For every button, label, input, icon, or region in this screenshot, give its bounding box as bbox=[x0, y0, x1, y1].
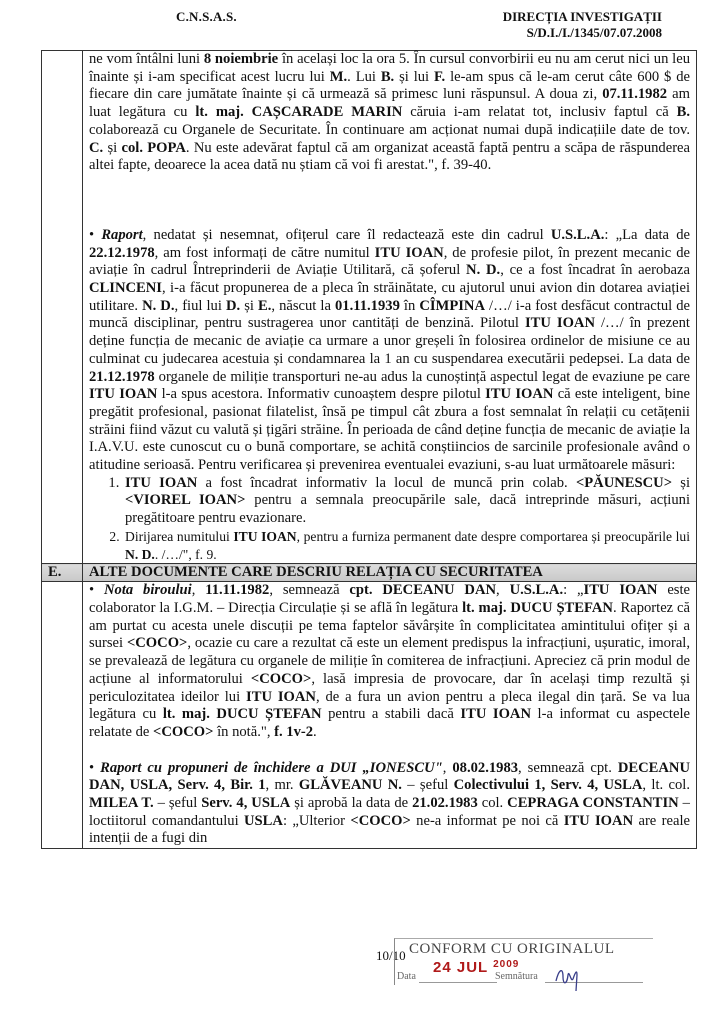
report-paragraph: • Raport, nedatat și nesemnat, ofițerul care îl redactează este din cadrul U.S.L.A.: „La data de 22.12.1978, am fost informați de către numitul ITU IOAN, de profesie pilot, în prezent mecanic de aviație în cadrul Întreprinderii de Aviație Utilitară, că șoferul N. D., ce a fost încadrat în aerobaza CLINCENI, i-a făcut propunerea de a pleca în străinătate, cu ajutorul unui avion din dotarea aviației utilitare. N. D., fiul lui D. și E., născut la 01.11.1939 în CÎMPINA /…/ i-a fost desfăcut contractul de muncă disciplinar, pentru sustragerea unor cantități de benzină. Pilotul ITU IOAN /…/ în prezent deține funcția de mecanic de aviație ca urmare a unor greșeli în folosirea ordinelor de misiune ce au culminat cu judecarea acestuia și condamnarea la 1 an cu suspendarea executării pedepsei. La data de 21.12.1978 organele de miliție transporturi ne-au adus la cunoștință aspectul legat de evaziune pe care ITU IOAN l-a spus acestora. Informativ cunoaștem despre pilotul ITU IOAN că este inteligent, bine pregătit profesional, pasionat filatelist, însă pe timpul cât zbura a fost semnalat în relații cu cetățenii străini fiind văzut cu valută și țigări străine. În perioada de când deține funcția de mecanic de aviație la I.A.V.U. este cunoscut cu o bună comportare, se achită conștiincios de sarcinile profesionale având o atitudine serioasă. Pentru verificarea și prevenirea eventualei evaziuni, s-au luat următoarele măsuri: bbox=[89, 226, 690, 474]
header-institution: C.N.S.A.S. bbox=[176, 9, 237, 24]
row-label-cell bbox=[42, 582, 83, 849]
emphasized-text: Nota biroului bbox=[103, 582, 192, 599]
emphasized-text: N. D. bbox=[466, 262, 501, 279]
emphasized-text: 21.12.1978 bbox=[89, 368, 155, 385]
section-letter: E. bbox=[42, 564, 83, 582]
emphasized-text: U.S.L.A. bbox=[550, 226, 605, 243]
emphasized-text: MILEA T. bbox=[89, 795, 154, 812]
emphasized-text: 01.11.1939 bbox=[335, 297, 400, 314]
row-label-cell bbox=[42, 51, 83, 564]
table-row bbox=[42, 582, 697, 849]
emphasized-text: B. bbox=[380, 68, 395, 85]
emphasized-text: Raport bbox=[101, 226, 143, 243]
closing-report-paragraph: • Raport cu propuneri de închidere a DUI „IONESCU", 08.02.1983, semnează cpt. DECEANU DAN, USLA, Serv. 4, Bir. 1, mr. GLĂVEANU N. – șeful Colectivului 1, Serv. 4, USLA, lt. col. MILEA T. – șeful Serv. 4, USLA și aprobă la data de 21.02.1983 col. CEPRAGA CONSTANTIN – loctiitorul comandantului USLA: „Ulterior <COCO> ne-a informat pe noi că ITU IOAN are reale intenții de a fugi din bbox=[89, 759, 690, 847]
handwritten-signature-icon bbox=[553, 963, 585, 991]
section-header-row bbox=[42, 564, 697, 582]
emphasized-text: ITU IOAN bbox=[125, 474, 198, 491]
stamp-date-year: 2009 bbox=[493, 959, 520, 970]
emphasized-text: ITU IOAN bbox=[89, 386, 158, 403]
emphasized-text: lt. maj. DUCU ȘTEFAN bbox=[462, 599, 613, 616]
emphasized-text: U.S.L.A. bbox=[509, 582, 564, 599]
stamp-date-day-month: 24 JUL bbox=[433, 959, 488, 976]
emphasized-text: GLĂVEANU N. bbox=[298, 777, 402, 794]
emphasized-text: cpt. DECEANU DAN bbox=[349, 582, 497, 599]
emphasized-text: lt. maj. DUCU ȘTEFAN bbox=[162, 706, 322, 723]
table-row bbox=[42, 51, 697, 564]
emphasized-text: CEPRAGA CONSTANTIN bbox=[507, 795, 679, 812]
header-reference-number: S/D.I./I./1345/07.07.2008 bbox=[526, 25, 662, 40]
emphasized-text: 07.11.1982 bbox=[602, 86, 668, 103]
emphasized-text: C. bbox=[89, 139, 104, 156]
emphasized-text: 22.12.1978 bbox=[89, 244, 155, 261]
emphasized-text: F. bbox=[433, 68, 446, 85]
stamp-date-line bbox=[419, 982, 497, 983]
section-title: ALTE DOCUMENTE CARE DESCRIU RELAȚIA CU SECURITATEA bbox=[83, 564, 697, 582]
emphasized-text: ITU IOAN bbox=[374, 244, 444, 261]
measures-list bbox=[89, 475, 690, 564]
measure-item: 2. Dirijarea numitului ITU IOAN, pentru a furniza permanent date despre comportarea și preocupările lui N. D.. /…/", f. 9. bbox=[123, 528, 690, 563]
emphasized-text: ITU IOAN bbox=[563, 812, 634, 829]
emphasized-text: USLA bbox=[244, 812, 283, 829]
page-number: 10/10 bbox=[376, 948, 406, 963]
header-department-name: DIRECȚIA INVESTIGAȚII bbox=[502, 9, 662, 24]
header-department bbox=[503, 9, 662, 41]
emphasized-text: Colectivului 1, Serv. 4, USLA bbox=[453, 777, 643, 794]
emphasized-text: ITU IOAN bbox=[583, 582, 658, 599]
emphasized-text: 08.02.1983 bbox=[452, 759, 519, 776]
emphasized-text: <COCO> bbox=[126, 635, 188, 652]
emphasized-text: CÎMPINA bbox=[419, 297, 485, 314]
emphasized-text: lt. maj. CAȘCARADE MARIN bbox=[195, 104, 403, 121]
emphasized-text: ITU IOAN bbox=[233, 528, 297, 544]
emphasized-text: Raport cu propuneri de închidere a DUI „IONESCU" bbox=[100, 759, 443, 776]
emphasized-text: 11.11.1982 bbox=[205, 582, 270, 599]
content-cell bbox=[83, 582, 697, 849]
emphasized-text: f. 1v-2 bbox=[274, 723, 314, 740]
emphasized-text: <PĂUNESCU> bbox=[575, 474, 673, 491]
statement-paragraph: ne vom întâlni luni 8 noiembrie în același loc la ora 5. În cursul convorbirii eu nu am cerut nici un leu înainte și i-am specificat acest lucru lui M.. Lui B. și lui F. le-am spus că le-am cerut câte 600 $ de fiecare din care jumătate înainte și că urmează să primesc luni răspunsul. A doua zi, 07.11.1982 am luat legătura cu lt. maj. CAȘCARADE MARIN căruia i-am relatat tot, inclusiv faptul că B. colaborează cu Organele de Securitate. În continuare am acționat numai după indicațiile date de tov. C. și col. POPA. Nu este adevărat faptul că am organizat această faptă pentru a scăpa de răspunderea altei fapte, deoarece la acea dată nu știam că voi fi arestat.", f. 39-40. bbox=[89, 51, 691, 174]
emphasized-text: D. bbox=[225, 297, 241, 314]
emphasized-text: DECEANU DAN, USLA, Serv. 4, Bir. 1 bbox=[89, 759, 690, 794]
emphasized-text: M. bbox=[329, 68, 348, 85]
spacer bbox=[89, 742, 690, 760]
emphasized-text: ITU IOAN bbox=[524, 315, 595, 332]
emphasized-text: Serv. 4, USLA bbox=[201, 795, 291, 812]
emphasized-text: ITU IOAN bbox=[485, 386, 554, 403]
emphasized-text: 21.02.1983 bbox=[412, 795, 478, 812]
emphasized-text: <COCO> bbox=[250, 670, 312, 687]
emphasized-text: <VIOREL IOAN> bbox=[125, 492, 246, 509]
emphasized-text: <COCO> bbox=[153, 723, 214, 740]
emphasized-text: 8 noiembrie bbox=[203, 51, 279, 67]
document-table bbox=[41, 50, 697, 849]
emphasized-text: N. D. bbox=[125, 546, 155, 562]
emphasized-text: N. D. bbox=[142, 297, 175, 314]
emphasized-text: B. bbox=[676, 104, 690, 121]
bureau-note-paragraph: • Nota biroului, 11.11.1982, semnează cpt. DECEANU DAN, U.S.L.A.: „ITU IOAN este colaborator la I.G.M. – Direcția Circulație și se află în legătura lt. maj. DUCU ȘTEFAN. Raportez că am purtat cu acesta unele discuții pe tema faptelor săvârșite în complicitatea amintitului ofițer și a sursei <COCO>, ocazie cu care a rezultat că este un element predispus la infracțiuni, ușuratic, imoral, se prevalează de legătura cu organele de miliție în comiterea de infracțiuni. Apreciez că prin modul de acțiune al informatorului <COCO>, lasă impresia de provocare, dar în același timp rezultă și periculozitatea ideilor lui ITU IOAN, de a fura un avion pentru a pleca ilegal din țară. Se va lua legătura cu lt. maj. DUCU ȘTEFAN pentru a stabili dacă ITU IOAN l-a informat cu aspectele relatate de <COCO> în notă.", f. 1v-2. bbox=[89, 582, 691, 740]
content-cell bbox=[83, 51, 697, 564]
certification-stamp bbox=[394, 938, 653, 985]
emphasized-text: CLINCENI bbox=[89, 280, 162, 297]
emphasized-text: ITU IOAN bbox=[246, 688, 316, 705]
emphasized-text: ITU IOAN bbox=[460, 706, 531, 723]
measure-item: 1. ITU IOAN a fost încadrat informativ la locul de muncă prin colab. <PĂUNESCU> și <VIOREL IOAN> pentru a semnala preocupările sale, dacă intreprinde măsuri, acțiuni pregătitoare pentru evazionare. bbox=[123, 475, 690, 528]
emphasized-text: col. POPA bbox=[121, 139, 186, 156]
emphasized-text: <COCO> bbox=[350, 812, 411, 829]
stamp-date-label: Data bbox=[397, 971, 416, 982]
spacer bbox=[89, 175, 690, 227]
emphasized-text: E. bbox=[258, 297, 272, 314]
stamp-title: CONFORM CU ORIGINALUL bbox=[409, 941, 615, 957]
stamp-signature-label: Semnătura bbox=[495, 971, 538, 982]
